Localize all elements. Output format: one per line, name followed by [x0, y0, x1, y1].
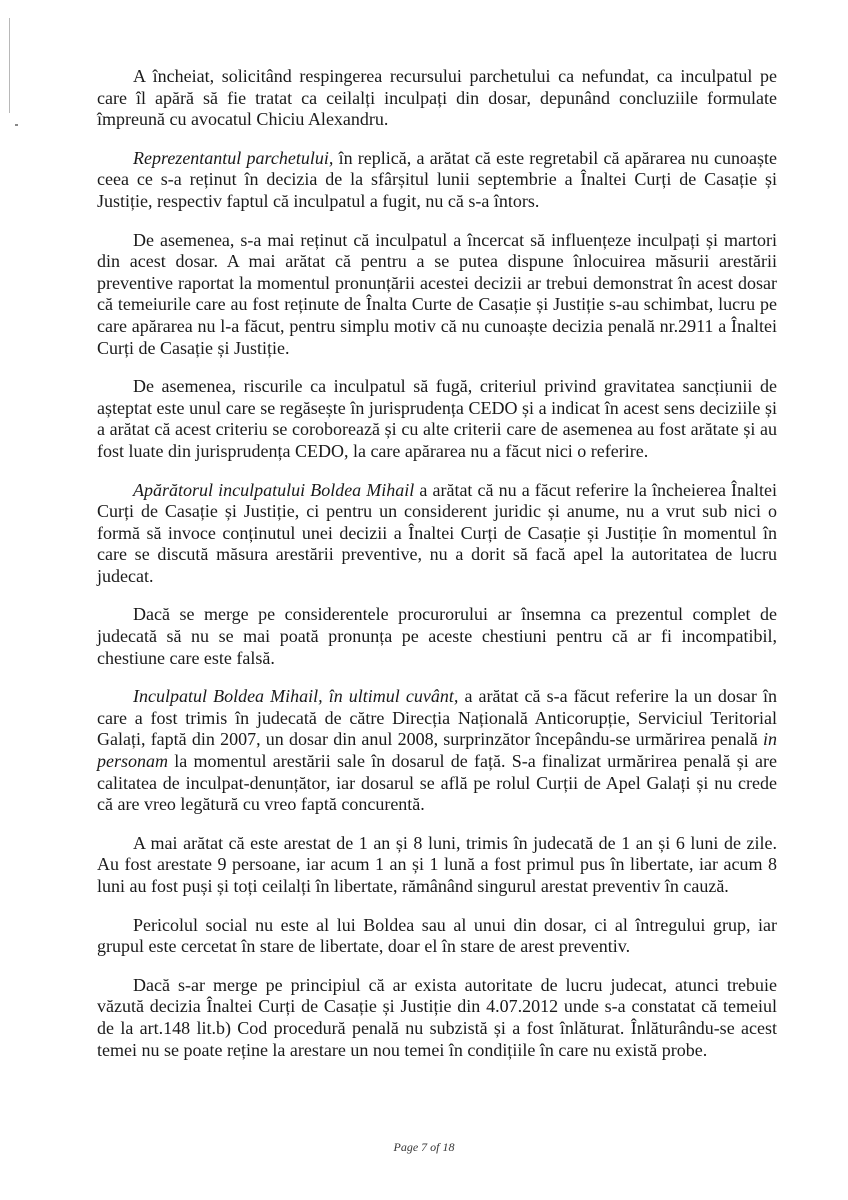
paragraph-5 [97, 480, 777, 588]
paragraph-10 [97, 975, 777, 1061]
latin-term: in personam [97, 729, 777, 772]
paragraph-7 [97, 686, 777, 816]
speaker-label: Inculpatul Boldea Mihail, în ultimul cuvânt, [133, 686, 459, 707]
paragraph-text: A mai arătat că este arestat de 1 an și 8 luni, trimis în judecată de 1 an și 6 luni de zile. Au fost arestate 9 persoane, iar acum 1 an și 1 lună a fost primul pus în libertate, iar acum 8 luni au fost puși și toți ceilalți în libertate, rămânând singurul arestat preventiv în cauză. [97, 832, 777, 896]
paragraph-9 [97, 915, 777, 958]
paragraph-text: a arătat că s-a făcut referire la un dosar în care a fost trimis în judecată de către Direcția Națională Anticorupție, Serviciul Teritorial Galați, faptă din 2007, un dosar din anul 2008, surprinzător începându-se urmărirea penală [97, 686, 777, 750]
paragraph-text: A încheiat, solicitând respingerea recursului parchetului ca nefundat, ca inculpatul pe care îl apără să fie tratat ca ceilalți inculpați din dosar, depunând concluziile formulate împreună cu avocatul Chiciu Alexandru. [97, 66, 777, 130]
paragraph-8 [97, 833, 777, 898]
scan-margin-mark [15, 124, 18, 126]
paragraph-2 [97, 148, 777, 213]
paragraph-text: în replică, a arătat că este regretabil că apărarea nu cunoaște ceea ce s-a reținut în decizia de la sfârșitul lunii septembrie a Înaltei Curți de Casație și Justiție, respectiv faptul că inculpatul a fugit, nu că s-a întors. [97, 147, 777, 211]
paragraph-text: Dacă s-ar merge pe principiul că ar exista autoritate de lucru judecat, atunci trebuie văzută decizia Înaltei Curți de Casație și Justiție din 4.07.2012 unde s-a constatat că temeiul de la art.148 lit.b) Cod procedură penală nu subzistă și a fost înlăturat. Înlăturându-se acest temei nu se poate reține la arestare un nou temei în condițiile în care nu există probe. [97, 974, 777, 1060]
paragraph-4 [97, 376, 777, 462]
page-number: Page 7 of 18 [393, 1140, 455, 1154]
speaker-label: Apărătorul inculpatului Boldea Mihail [133, 479, 415, 500]
paragraph-text: Dacă se merge pe considerentele procurorului ar însemna ca prezentul complet de judecată să nu se mai poată pronunța pe aceste chestiuni pentru că ar fi incompatibil, chestiune care este falsă. [97, 604, 777, 668]
paragraph-1 [97, 66, 777, 131]
paragraph-text: a arătat că nu a făcut referire la încheierea Înaltei Curți de Casație și Justiție, ci pentru un considerent juridic și anume, nu a vrut sub nici o formă să invoce conținutul unei decizii a Înaltei Curți de Casație și Justiție în momentul în care se discută măsura arestării preventive, nu a dorit să facă apel la autoritatea de lucru judecat. [97, 479, 778, 586]
paragraph-6 [97, 604, 777, 669]
document-body [97, 66, 777, 1078]
speaker-label: Reprezentantul parchetului, [133, 147, 334, 168]
paragraph-text: De asemenea, riscurile ca inculpatul să fugă, criteriul privind gravitatea sancțiunii de așteptat este unul care se regăsește în jurisprudența CEDO și a indicat în acest sens deciziile și a arătat că acest criteriu se coroborează și cu alte criterii care de asemenea au fost arătate și au fost luate din jurisprudența CEDO, la care apărarea nu a făcut nici o referire. [97, 376, 777, 461]
paragraph-text-tail: la momentul arestării sale în dosarul de față. S-a finalizat urmărirea penală și are calitatea de inculpat-denunțător, iar dosarul se află pe rolul Curții de Apel Galați și nu crede că are vreo legătură cu vreo faptă concurentă. [97, 751, 777, 815]
paragraph-text: Pericolul social nu este al lui Boldea sau al unui din dosar, ci al întregului grup, iar grupul este cercetat în stare de libertate, doar el în stare de arest preventiv. [97, 914, 777, 957]
paragraph-text: De asemenea, s-a mai reținut că inculpatul a încercat să influențeze inculpați și martori din acest dosar. A mai arătat că pentru a se putea dispune înlocuirea măsurii arestării preventive raportat la momentul pronunțării acestei decizii ar trebui demonstrat în acest dosar că temeiurile care au fost reținute de Înalta Curte de Casație și Justiție s-au schimbat, lucru pe care apărarea nu l-a făcut, pentru simplu motiv că nu cunoaște decizia penală nr.2911 a Înaltei Curți de Casație și Justiție. [97, 229, 777, 358]
scan-margin-line [9, 18, 10, 113]
paragraph-3 [97, 230, 777, 360]
